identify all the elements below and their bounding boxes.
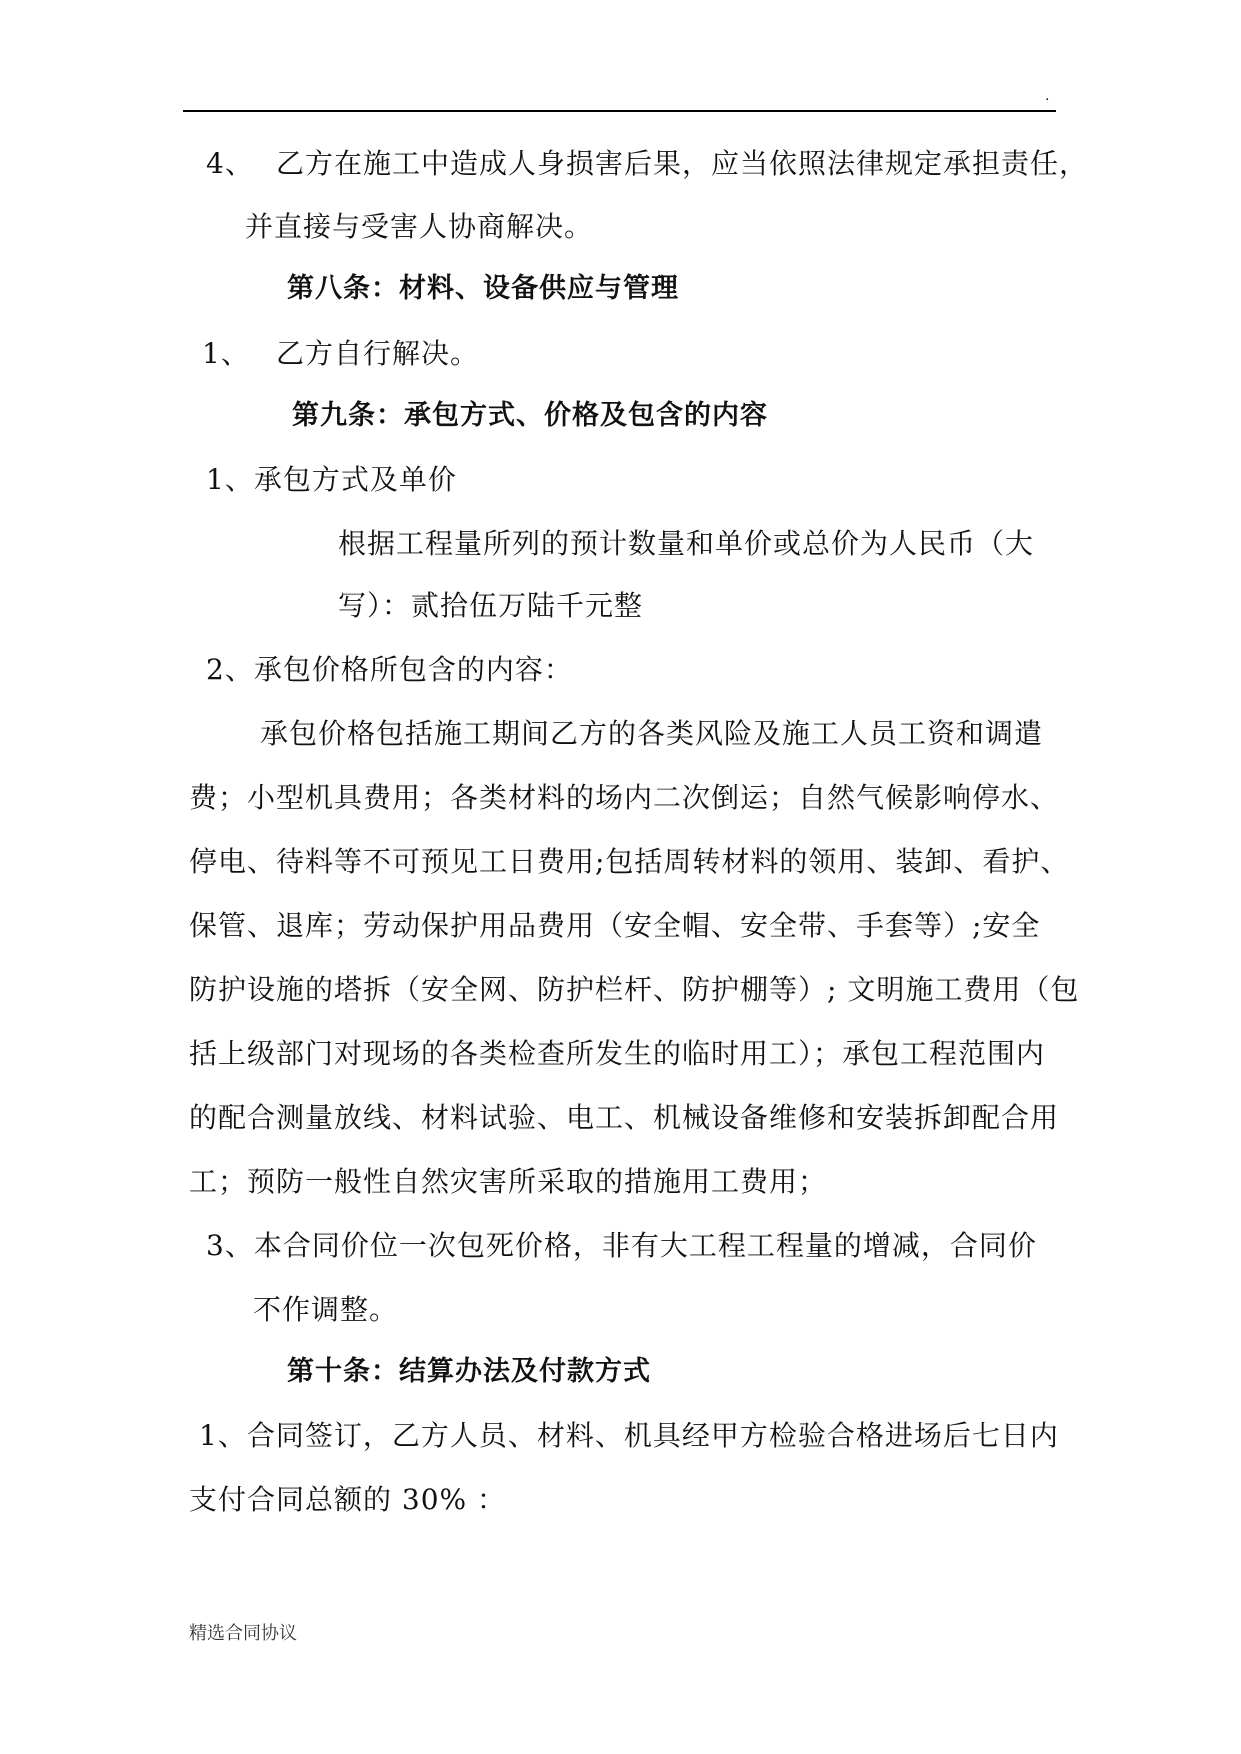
article-9-heading: 第九条：承包方式、价格及包含的内容 — [292, 400, 768, 431]
article-10-item-1-line-2: 支付合同总额的 30% ： — [189, 1483, 507, 1516]
article-10-heading: 第十条：结算办法及付款方式 — [287, 1356, 651, 1387]
article-9-paragraph-line-7: 的配合测量放线、材料试验、电工、机械设备维修和安装拆卸配合用 — [189, 1101, 1060, 1134]
article-9-item-2: 2、承包价格所包含的内容： — [206, 653, 573, 686]
article-9-paragraph-line-5: 防护设施的塔拆（安全网、防护栏杆、防护棚等）; 文明施工费用（包 — [189, 973, 1080, 1006]
article-10-item-1-line-1: 1、合同签订，乙方人员、材料、机具经甲方检验合格进场后七日内 — [199, 1419, 1059, 1452]
article-9-paragraph-line-6: 括上级部门对现场的各类检查所发生的临时用工）；承包工程范围内 — [189, 1037, 1046, 1070]
article-9-paragraph-line-3: 停电、待料等不可预见工日费用;包括周转材料的领用、装卸、看护、 — [189, 845, 1070, 878]
article-9-paragraph-line-2: 费；小型机具费用；各类材料的场内二次倒运；自然气候影响停水、 — [189, 781, 1060, 814]
header-mark: . — [1045, 88, 1050, 104]
article-9-paragraph-line-4: 保管、退库；劳动保护用品费用（安全帽、安全带、手套等）;安全 — [189, 909, 1041, 942]
article-9-item-1-line-2: 写）：贰拾伍万陆千元整 — [338, 589, 644, 622]
article-8-heading: 第八条：材料、设备供应与管理 — [287, 273, 679, 304]
article-9-paragraph-line-1: 承包价格包括施工期间乙方的各类风险及施工人员工资和调遣 — [260, 717, 1044, 750]
item-4-line-1: 乙方在施工中造成人身损害后果，应当依照法律规定承担责任， — [276, 147, 1089, 180]
article-8-item-1-text: 乙方自行解决。 — [276, 337, 480, 370]
article-9-item-1-line-1: 根据工程量所列的预计数量和单价或总价为人民币（大 — [338, 527, 1035, 560]
article-9-paragraph-line-8: 工；预防一般性自然灾害所采取的措施用工费用； — [189, 1165, 828, 1198]
article-8-item-1-number: 1、 — [202, 337, 250, 370]
article-9-item-3-line-1: 3、本合同价位一次包死价格，非有大工程工程量的增减，合同价 — [206, 1229, 1037, 1262]
footer-label: 精选合同协议 — [189, 1623, 297, 1644]
item-4-number: 4、 — [206, 147, 254, 180]
article-9-item-3-line-2: 不作调整。 — [253, 1293, 399, 1326]
article-9-item-1: 1、承包方式及单价 — [206, 463, 457, 496]
header-rule — [183, 110, 1056, 112]
item-4-line-2: 并直接与受害人协商解决。 — [245, 210, 594, 243]
